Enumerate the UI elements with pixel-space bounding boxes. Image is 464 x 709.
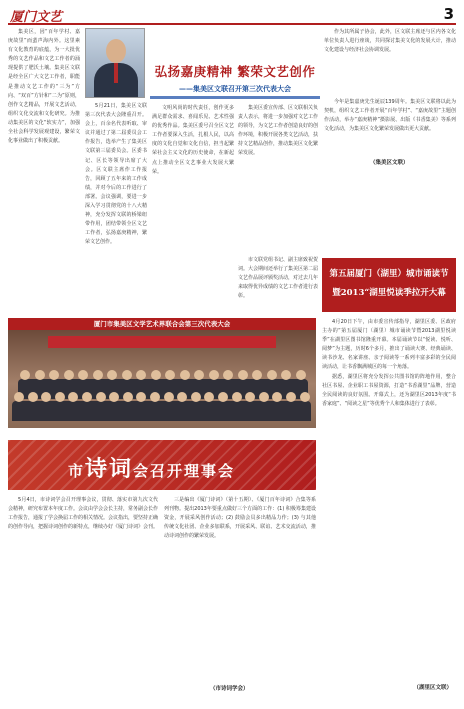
poetry-byline: （市诗词学会） [210, 686, 249, 692]
side-story [322, 258, 456, 698]
group-member [252, 370, 262, 380]
lead-col1c-para: 市文联党组书记、副主席致祝贺词。大会期间还举行了集美区第二届文艺作品展评颁奖活动，对过去几年来取得优异成绩的文艺工作者进行表彰。 [238, 257, 318, 300]
group-member [194, 370, 204, 380]
page-number: 3 [443, 5, 454, 23]
group-member [96, 392, 106, 402]
side-title-line2: 暨2013“湖里悦读季拉开大幕 [332, 288, 446, 298]
group-member [238, 370, 248, 380]
group-member [123, 392, 133, 402]
group-member [55, 392, 65, 402]
lead-col2b-para: 集美区委宣传部、区文联相关负责人表示，将进一步加强对文艺工作的领导，为文艺工作者创造良好的创作环境，积极开展各类文艺活动，扶持文艺精品创作，推动集美区文化繁荣发展。 [238, 105, 318, 157]
publication-title: 厦门文艺 [10, 10, 63, 25]
lead-col-1b [85, 102, 147, 316]
lead-title: 弘扬嘉庚精神 繁荣文艺创作 [154, 64, 316, 79]
group-photo-caption: 厦门市集美区文学艺术界联合会第三次代表大会 [8, 318, 316, 330]
poetry-col2-para: 三是编出《厦门诗词》（第十五期）、《厦门百年诗词》合集等系列刊物。提出2013年要重点做好三个方面的工作：(1) 积极筹集建设资金，开展采风创作活动；(2) 鼓励会员多出精品力作；(3) 与其他传统文化社团、企业多加联系，开展采风、联谊、艺术交流活动，推动诗词创作的繁荣发展。 [164, 497, 316, 540]
group-member [64, 370, 74, 380]
group-member [93, 370, 103, 380]
poetry-title-prefix: 市 [68, 462, 86, 480]
poetry-banner [8, 440, 316, 490]
group-member [14, 392, 24, 402]
side-body-para-2: 据悉，湖里区将充分发挥公共图书馆的阵地作用，整合社区书屋、企业职工书屋资源，打造“书香湖里”品牌，营造全民阅读的良好氛围。开幕式上，还为湖里区2013年度“书香家庭”、“阅读之星”等优秀个人和集体进行了表彰。 [322, 373, 456, 407]
group-member [150, 392, 160, 402]
group-member [191, 392, 201, 402]
lead-col-3b [324, 98, 456, 158]
lead-col3-para: 作为其所属子协会，此外，区文联主席还与区内各文化单位负责人进行座谈，共同探讨集美文化的发展大计，推动文化建设与经济社会协调发展。 [324, 29, 456, 54]
group-member [28, 392, 38, 402]
lead-col3b-para: 今年是集嘉庚先生诞辰139周年。集美区文联将以此为契机，组织文艺工作者开展“百年学村”、“嘉庚故里”主题创作活动，举办“嘉庚精神”摄影展、出版《书香集美》等系列文化活动，为集美区文化繁荣发展做出更大贡献。 [324, 99, 456, 133]
group-member [281, 370, 291, 380]
side-byline: （湖里区文联） [413, 685, 452, 691]
side-body-para-1: 4月20日下午，由市委宣传部指导，湖里区委、区政府主办的“第五届厦门（湖里）城市诵读节暨2013湖里悦读季”在湖里区图书馆隆重开幕。本届诵读节以“悦读、悦听、阅梦”为主题，历时6个多月，推出了诵读大赛、经典诵读、读书沙龙、名家讲座、亲子阅读等一系列丰富多彩的全民阅读活动，让书香飘满城区的每一个角落。 [322, 319, 456, 371]
lead-col-2 [152, 104, 234, 316]
group-member [165, 370, 175, 380]
group-member [49, 370, 59, 380]
lead-byline: （集美区文联） [370, 160, 409, 166]
group-member [232, 392, 242, 402]
lead-col-1c [238, 256, 318, 316]
side-title-line1: 第五届厦门（湖里）城市诵读节 [329, 269, 449, 279]
group-photo [8, 330, 316, 428]
side-story-body [322, 318, 456, 693]
lead-col2-para: 文明风尚的时代责任，创作更多满足群众需求、喜闻乐见、艺术性强的优秀作品。集美区委号召全区文艺工作者要深入生活，扎根人民，以高度的文化自觉和文化自信，担当起繁荣社会主义文化的历史使命，在新起点上推动全区文艺事业大发展大繁荣。 [152, 105, 234, 175]
group-member [122, 370, 132, 380]
group-member [164, 392, 174, 402]
group-member [136, 370, 146, 380]
lead-col-2b [238, 104, 318, 254]
side-story-title [322, 258, 456, 312]
group-member [209, 370, 219, 380]
lead-col1b-para: 5月21日，集美区文联第三次代表大会隆重召开。会上，百余名代表听取、审议并通过了第二届委员会工作报告，选举产生了集美区文联第三届委员会。区委书记、区长等领导出席了大会。区文联主席作工作报告，回顾了五年来的工作成绩，并对今后的工作进行了部署。会议强调，要进一步深入学习贯彻党的十八大精神，充分发挥文联的桥梁纽带作用，团结带领全区文艺工作者，弘扬嘉庚精神，繁荣文艺创作。 [85, 103, 147, 246]
poetry-col-1 [8, 496, 158, 682]
group-member [35, 370, 45, 380]
group-member [20, 370, 30, 380]
portrait-photo [85, 28, 145, 98]
group-member [82, 392, 92, 402]
lead-col1-para: 集美区，因“百年学村、嘉庚故里”而蜚声海内外。这里素有文化教育的底蕴，为一大批优秀的文艺作品和文艺工作者的涌现提供了肥沃土壤。集美区文联是经全区广大文艺工作者，职能是推动文艺工作的“三为”方向、“双百”方针和“二为”原则，创作文艺精品，开展文艺活动，组织文化交流和文化研究。为推动集美区的文化“软实力”，加强全社会科学发展观建设，繁荣文化事业做出了积极贡献。 [8, 29, 80, 145]
group-member [107, 370, 117, 380]
poetry-title [68, 452, 235, 483]
group-member [180, 370, 190, 380]
group-member [296, 370, 306, 380]
event-banner [48, 336, 276, 348]
group-member [300, 392, 310, 402]
group-member [259, 392, 269, 402]
lead-subtitle: ——集美区文联召开第三次代表大会 [179, 85, 291, 93]
poetry-col1-para: 5月4日，市诗词学会召开理事会议，贯彻、落实市第九次文代会精神，研究布置本年度工作。会议由学会会长主持，常务副会长作工作报告，通报了学会换届工作的相关情况。会议指出，要坚持正确的创作导向，把握诗词创作的新特点，继续办好《厦门诗词》会刊。 [8, 497, 158, 531]
group-row-2 [12, 401, 311, 421]
group-member [151, 370, 161, 380]
group-member [223, 370, 233, 380]
masthead [8, 5, 456, 25]
group-member [78, 370, 88, 380]
poetry-title-suffix: 会召开理事会 [133, 462, 236, 480]
poetry-col-2 [164, 496, 316, 682]
group-member [286, 392, 296, 402]
lead-headline [150, 62, 320, 94]
group-member [218, 392, 228, 402]
headline-rule [150, 96, 320, 99]
poetry-title-big: 诗词 [85, 456, 134, 482]
lead-col-1 [8, 28, 80, 316]
group-member [267, 370, 277, 380]
